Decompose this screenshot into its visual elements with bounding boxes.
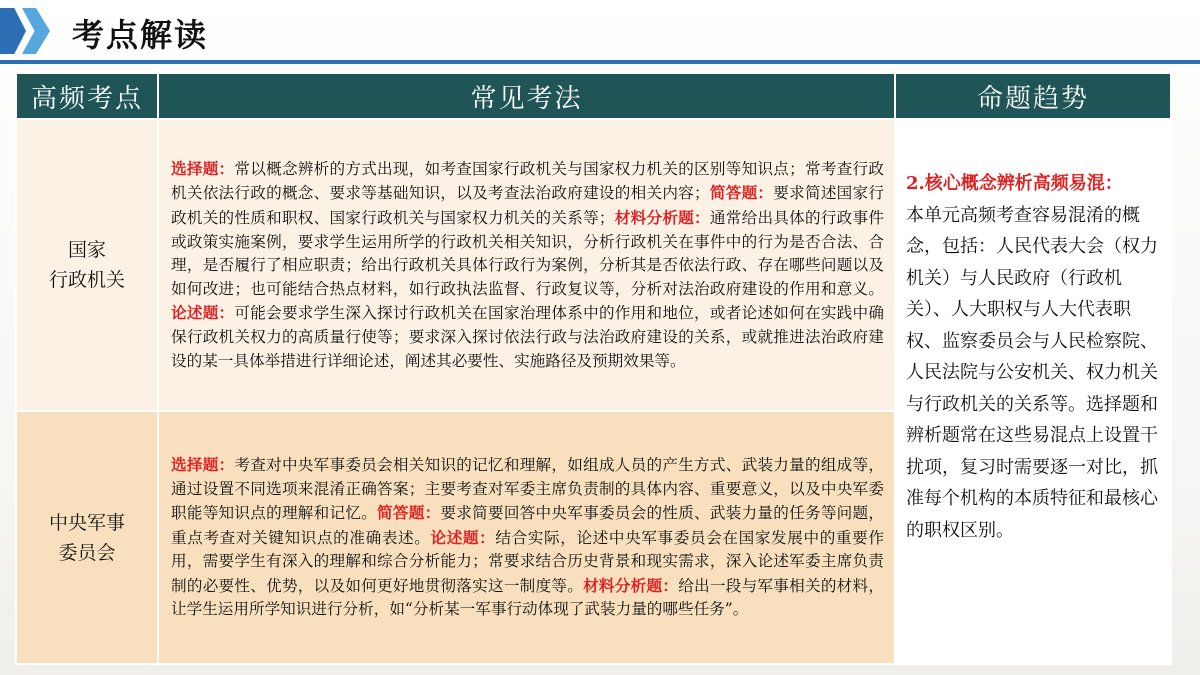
column-header-trend: 命题趋势 — [895, 73, 1171, 119]
question-type-label: 论述题： — [171, 303, 235, 323]
question-type-label: 简答题： — [377, 503, 441, 523]
question-type-text: 给出一段与军事相关的材料，让学生运用所学知识进行分析，如“分析某一军事行动体现了武装力量的哪些任务”。 — [171, 576, 884, 619]
exam-method-cell — [158, 411, 895, 664]
exam-point-name: 国家 — [67, 239, 106, 261]
question-type-text: 考查对中央军事委员会相关知识的记忆和理解，如组成人员的产生方式、武装力量的组成等，通过设置不同选项来混淆正确答案；主要考查对军委主席负责制的具体内容、重要意义，以及中央军委职能等知识点的理解和记忆。 — [171, 455, 884, 523]
column-header-points: 高频考点 — [16, 73, 158, 119]
question-type-label: 简答题： — [709, 183, 774, 203]
question-type-label: 材料分析题： — [614, 208, 710, 228]
table-row — [16, 119, 1171, 411]
question-type-label: 选择题： — [171, 158, 235, 178]
chevron-right-icon — [22, 8, 50, 54]
exam-point-name: 中央军事 — [48, 511, 125, 534]
header-divider — [0, 60, 1200, 64]
question-type-text: 要求简述国家行政机关的性质和职权、国家行政机关与国家权力机关的关系等； — [171, 184, 884, 228]
question-type-text: 结合实际，论述中央军事委员会在国家发展中的重要作用，需要学生有深入的理解和综合分析能力；常要求结合历史背景和现实需求，深入论述军委主席负责制的必要性、优势，以及如何更好地贯彻落实这一制度等。 — [171, 528, 884, 595]
exam-point-name: 行政机关 — [48, 269, 125, 291]
trend-text: 本单元高频考查容易混淆的概念，包括：人民代表大会（权力机关）与人民政府（行政机关）、人大职权与人大代表职权、监察委员会与人民检察院、人民法院与公安机关、权力机关与行政机关的关系等。选择题和辨析题常在这些易混点上设置干扰项，复习时需要逐一对比，抓准每个机构的本质特征和最核心的职权区别。 — [906, 204, 1158, 541]
exam-point-name: 委员会 — [58, 541, 116, 564]
column-header-methods: 常见考法 — [158, 73, 895, 119]
question-type-label: 选择题： — [171, 454, 235, 474]
table-header-row — [16, 73, 1171, 119]
exam-points-table — [15, 72, 1172, 665]
exam-point-cell — [16, 119, 158, 411]
slide-header — [0, 0, 1200, 62]
exam-method-cell — [158, 119, 895, 411]
question-type-text: 可能会要求学生深入探讨行政机关在国家治理体系中的作用和地位，或者论述如何在实践中确保行政机关权力的高质量行使等；要求深入探讨依法行政与法治政府建设的关系，或就推进法治政府建设的某一具体举措进行详细论述，阐述其必要性、实施路径及预期效果等。 — [171, 304, 884, 370]
question-type-text: 常以概念辨析的方式出现，如考查国家行政机关与国家权力机关的区别等知识点；常考查行政机关依法行政的概念、要求等基础知识，以及考查法治政府建设的相关内容； — [171, 159, 884, 203]
page-title: 考点解读 — [72, 16, 209, 54]
question-type-label: 论述题： — [430, 527, 496, 547]
trend-cell — [895, 119, 1171, 664]
question-type-label: 材料分析题： — [583, 575, 679, 595]
trend-title: 2.核心概念辨析高频易混： — [906, 173, 1123, 194]
question-type-text: 要求简要回答中央军事委员会的性质、武装力量的任务等问题，重点考查对关键知识点的准确表述。 — [171, 504, 884, 547]
exam-point-cell — [16, 411, 158, 664]
chevron-right-icon — [0, 8, 26, 54]
question-type-text: 通常给出具体的行政事件或政策实施案例，要求学生运用所学的行政机关相关知识，分析行政机关在事件中的行为是否合法、合理，是否履行了相应职责；给出行政机关具体行政行为案例，分析其是否依法行政、存在哪些问题以及如何改进；也可能结合热点材料，如行政执法监督、行政复议等，分析对法治政府建设的作用和意义。 — [171, 209, 884, 298]
